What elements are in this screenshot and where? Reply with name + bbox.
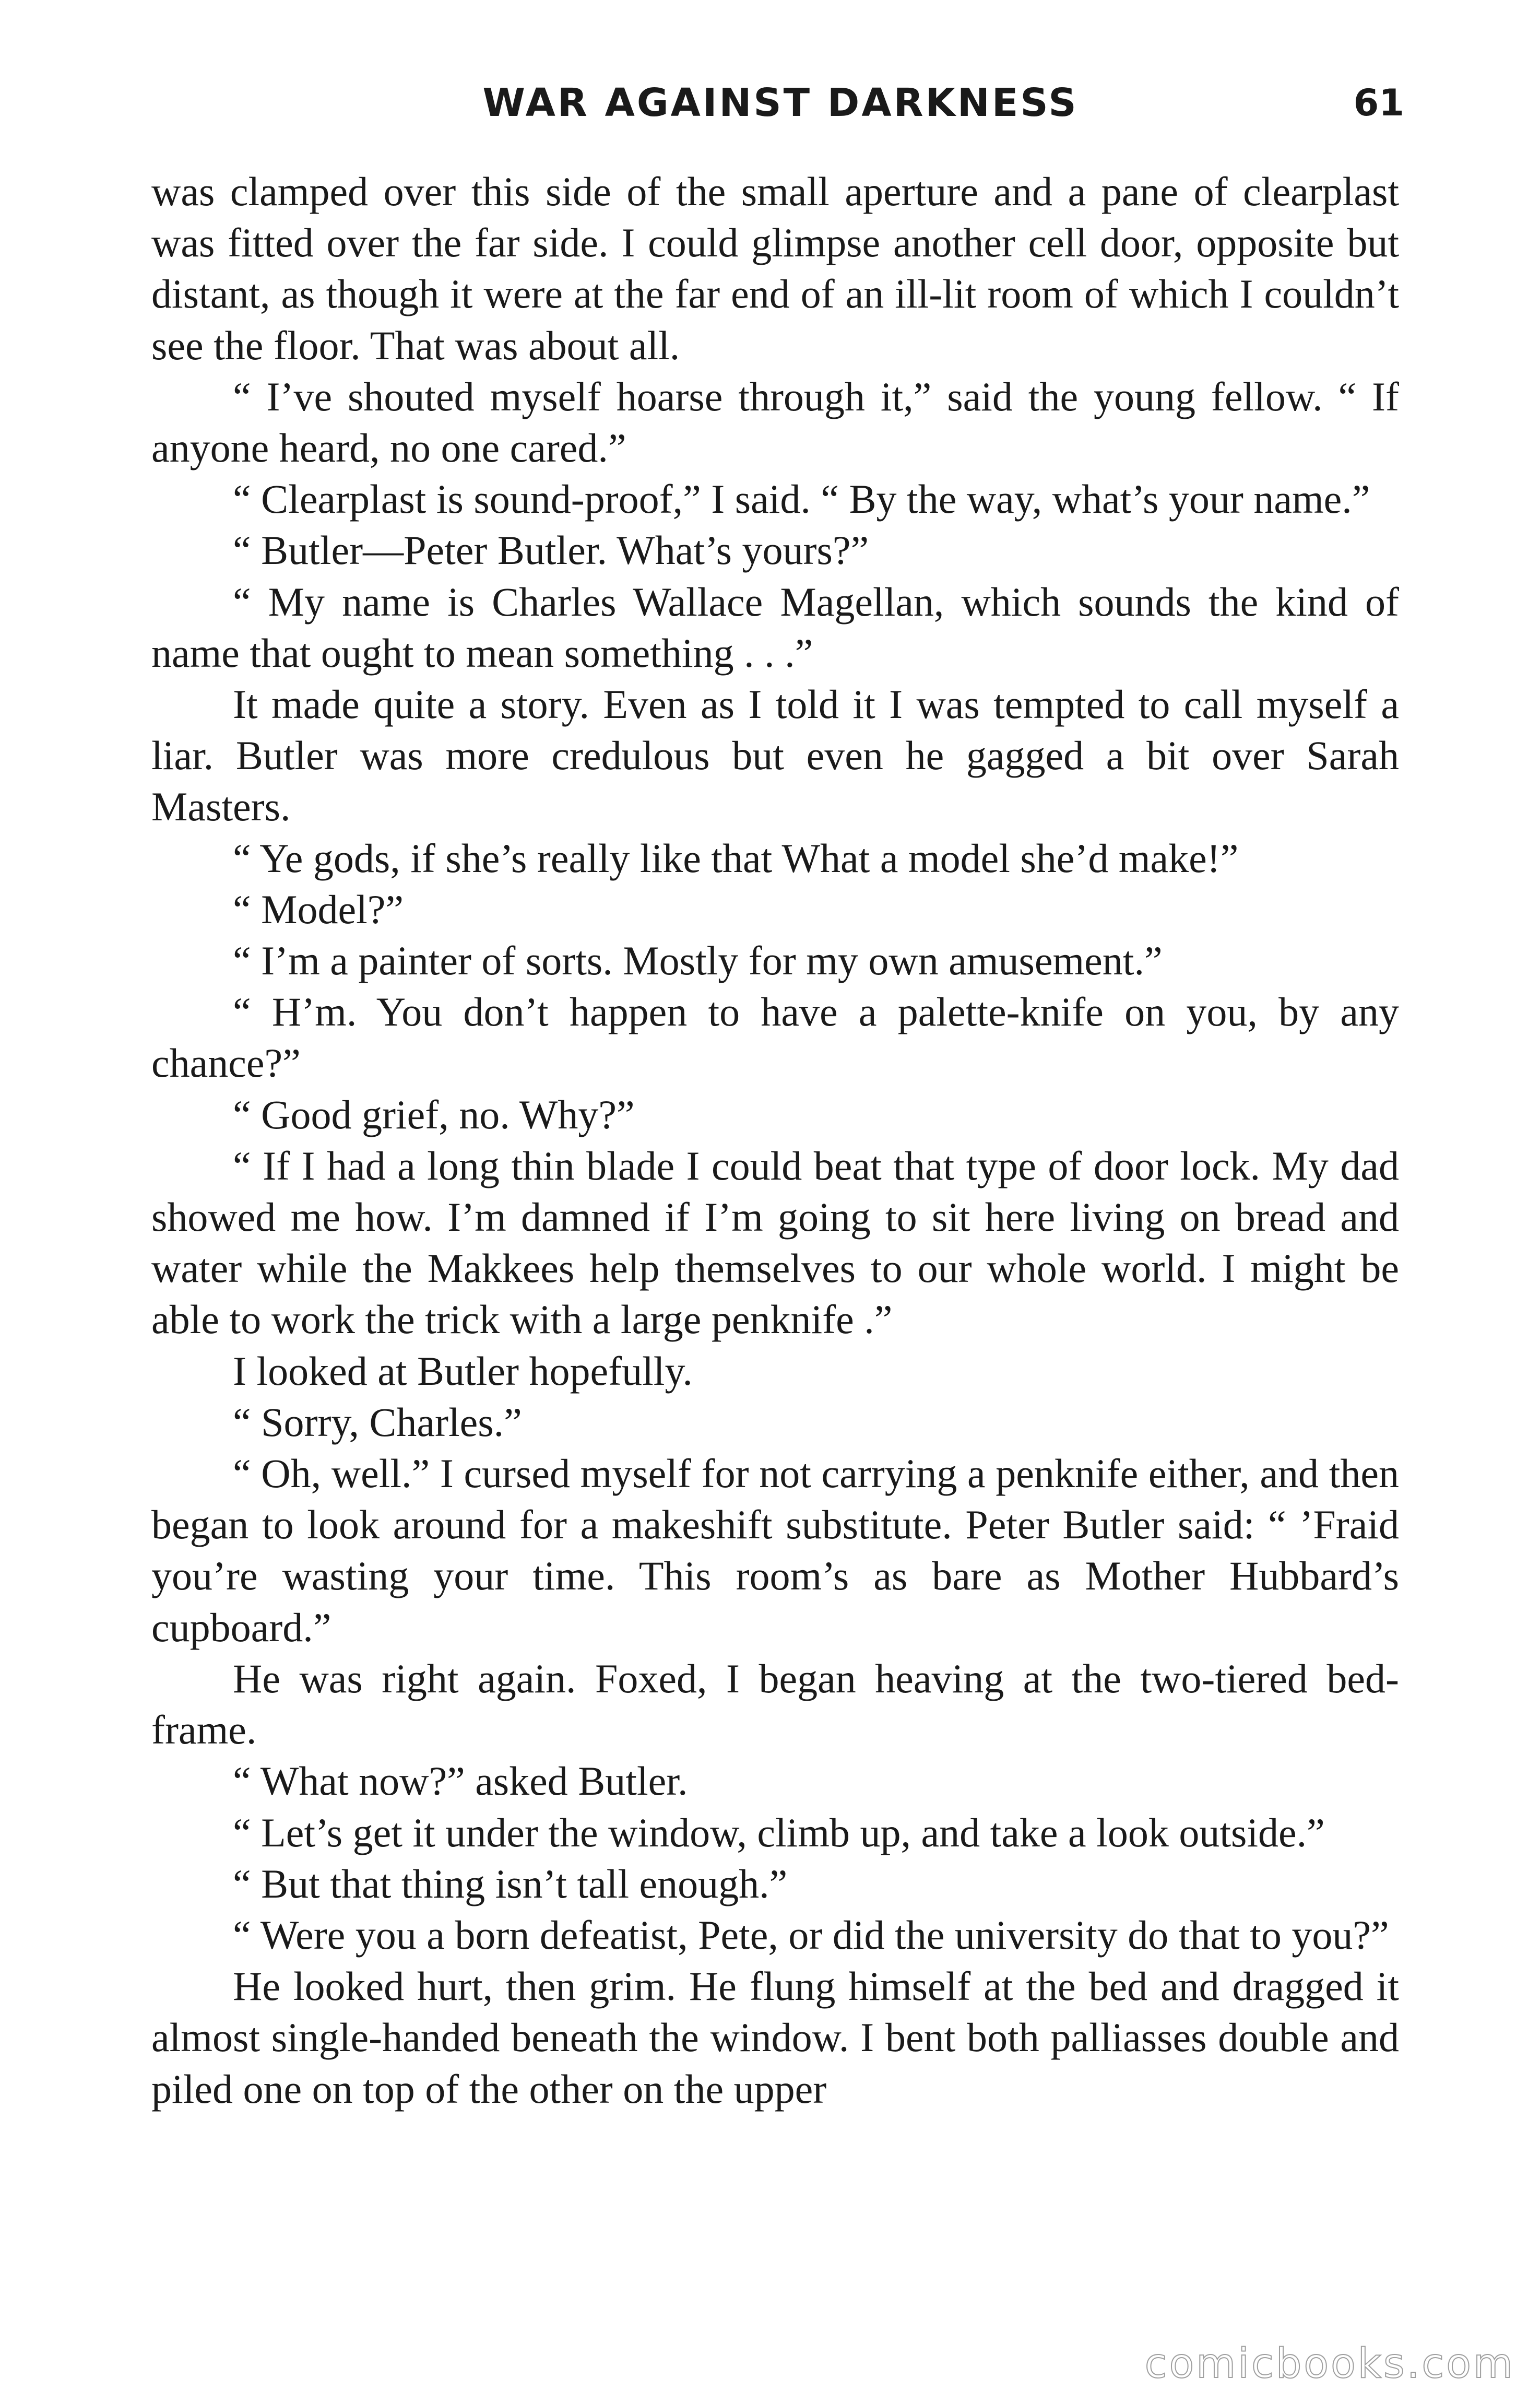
watermark: comicbooks.com <box>1144 2340 1515 2387</box>
paragraph: He looked hurt, then grim. He flung himself at the bed and dragged it almost single-handed beneath the window. I bent both palliasses double and piled one on top of the other on the upper <box>151 1963 1399 2112</box>
paragraph: “ Ye gods, if she’s really like that What a model she’d make!” <box>233 835 1239 881</box>
paragraph: “ Were you a born defeatist, Pete, or did the university do that to you?” <box>233 1912 1389 1958</box>
paragraph: “ Oh, well.” I cursed myself for not carrying a penknife either, and then began to look around for a makeshift substitute. Peter Butler said: “ ’Fraid you’re wasting your time. This room’s as bare as Mother Hubbard’s cupboard.” <box>151 1451 1399 1650</box>
paragraph: “ Clearplast is sound-proof,” I said. “ By the way, what’s your name.” <box>233 476 1370 522</box>
paragraph: “ Let’s get it under the window, climb up, and take a look outside.” <box>233 1809 1325 1855</box>
body-text <box>151 166 1399 2115</box>
paragraph: “ What now?” asked Butler. <box>233 1758 688 1804</box>
paragraph: “ I’ve shouted myself hoarse through it,” said the young fellow. “ If anyone heard, no one cared.” <box>151 373 1399 471</box>
paragraph: “ H’m. You don’t happen to have a palette-knife on you, by any chance?” <box>151 989 1399 1086</box>
paragraph: “ Sorry, Charles.” <box>233 1399 522 1445</box>
page-number: 61 <box>1353 81 1404 124</box>
running-title: WAR AGAINST DARKNESS <box>482 80 1079 125</box>
paragraph: He was right again. Foxed, I began heaving at the two-tiered bed-frame. <box>151 1655 1399 1753</box>
paragraph: “ If I had a long thin blade I could beat that type of door lock. My dad showed me how. I’m damned if I’m going to sit here living on bread and water while the Makkees help themselves to our whole world. I might be able to work the trick with a large penknife .” <box>151 1143 1399 1343</box>
paragraph: I looked at Butler hopefully. <box>233 1348 693 1394</box>
paragraph: “ I’m a painter of sorts. Mostly for my own amusement.” <box>233 938 1163 984</box>
paragraph: “ Butler—Peter Butler. What’s yours?” <box>233 527 869 573</box>
running-head <box>157 74 1404 132</box>
paragraph: “ My name is Charles Wallace Magellan, which sounds the kind of name that ought to mean something . . .” <box>151 579 1399 676</box>
paragraph: It made quite a story. Even as I told it I was tempted to call myself a liar. Butler was more credulous but even he gagged a bit over Sarah Masters. <box>151 681 1399 830</box>
paragraph: “ Model?” <box>233 886 404 932</box>
paragraph: “ Good grief, no. Why?” <box>233 1091 635 1137</box>
paragraph: “ But that thing isn’t tall enough.” <box>233 1861 788 1906</box>
paragraph: was clamped over this side of the small aperture and a pane of clearplast was fitted over the far side. I could glimpse another cell door, opposite but distant, as though it were at the far end of an ill-lit room of which I couldn’t see the floor. That was about all. <box>151 169 1399 368</box>
